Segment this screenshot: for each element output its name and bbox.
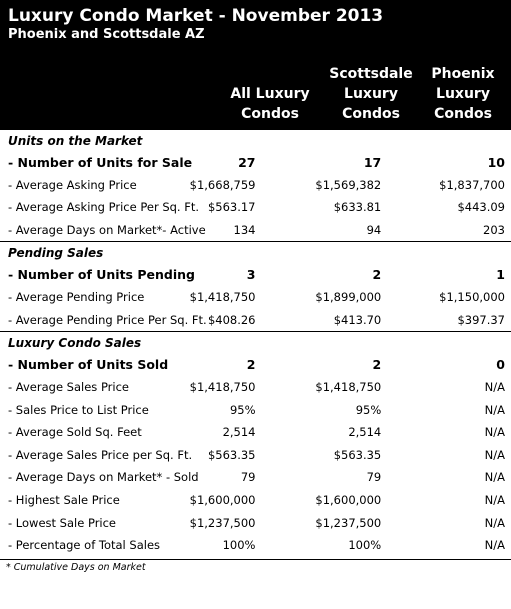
- row-label: - Average Days on Market* - Sold: [8, 470, 199, 485]
- row-value: 100%: [222, 538, 256, 553]
- row-value: $563.35: [333, 447, 382, 462]
- row-value: 203: [483, 223, 505, 238]
- column-header-line: All Luxury: [230, 86, 310, 102]
- row-label: - Number of Units for Sale: [8, 154, 193, 170]
- row-value: $408.26: [207, 312, 256, 327]
- row-label: - Percentage of Total Sales: [8, 538, 161, 553]
- table-row: [0, 263, 511, 286]
- row-label: - Average Asking Price: [8, 177, 137, 192]
- row-value: $1,600,000: [189, 493, 256, 508]
- row-label: - Number of Units Sold: [8, 356, 169, 372]
- section-title: Pending Sales: [0, 242, 511, 264]
- row-value: $413.70: [333, 312, 382, 327]
- row-value: 2,514: [222, 425, 256, 440]
- row-label: - Average Pending Price: [8, 290, 145, 305]
- report-title: Luxury Condo Market - November 2013: [8, 6, 384, 26]
- column-header-line: Luxury: [436, 86, 490, 102]
- row-value: 0: [496, 356, 505, 372]
- column-headers: [0, 62, 511, 124]
- column-header-line: Condos: [434, 106, 492, 122]
- row-label: - Average Sales Price: [8, 380, 130, 395]
- table-row: [0, 511, 511, 534]
- row-label: - Average Days on Market*- Active: [8, 223, 206, 238]
- row-value: N/A: [484, 493, 505, 508]
- table-row: [0, 174, 511, 197]
- row-label: - Average Sold Sq. Feet: [8, 425, 142, 440]
- row-value: $1,668,759: [189, 177, 256, 192]
- row-label: - Highest Sale Price: [8, 493, 120, 508]
- row-value: $1,418,750: [189, 380, 256, 395]
- column-header-phoenix: [415, 64, 511, 124]
- row-value: $1,237,500: [189, 515, 256, 530]
- row-value: 1: [496, 267, 505, 283]
- table-row: [0, 353, 511, 376]
- row-value: N/A: [484, 425, 505, 440]
- row-value: $563.35: [207, 447, 256, 462]
- row-label: - Sales Price to List Price: [8, 402, 149, 417]
- table-row: [0, 219, 511, 242]
- table-row: [0, 309, 511, 332]
- row-value: 95%: [229, 402, 256, 417]
- row-value: 94: [366, 223, 382, 238]
- column-header-line: Luxury: [344, 86, 398, 102]
- column-header-all-luxury: [222, 84, 318, 124]
- row-value: N/A: [484, 447, 505, 462]
- table-row: [0, 534, 511, 557]
- row-value: $1,418,750: [315, 380, 382, 395]
- table-row: [0, 398, 511, 421]
- row-value: $1,237,500: [315, 515, 382, 530]
- row-value: 10: [487, 154, 505, 170]
- report-subtitle: Phoenix and Scottsdale AZ: [8, 27, 205, 42]
- row-value: $443.09: [457, 200, 505, 215]
- row-label: - Average Sales Price per Sq. Ft.: [8, 447, 193, 462]
- row-value: N/A: [484, 380, 505, 395]
- market-stats-table: [0, 130, 511, 557]
- row-label: - Number of Units Pending: [8, 267, 195, 283]
- row-value: 27: [238, 154, 256, 170]
- row-value: $1,600,000: [315, 493, 382, 508]
- row-value: $1,569,382: [315, 177, 382, 192]
- row-value: 17: [363, 154, 382, 170]
- row-value: 95%: [355, 402, 382, 417]
- row-value: $633.81: [333, 200, 382, 215]
- row-value: 134: [233, 223, 256, 238]
- table-row: [0, 151, 511, 174]
- section-title: Luxury Condo Sales: [0, 332, 511, 354]
- row-value: 3: [246, 267, 256, 283]
- row-value: 79: [366, 470, 382, 485]
- row-value: N/A: [484, 470, 505, 485]
- table-row: [0, 376, 511, 399]
- column-header-scottsdale: [323, 64, 419, 124]
- section-header: [0, 242, 511, 264]
- market-stats-body: [0, 130, 511, 557]
- row-value: $1,899,000: [315, 290, 382, 305]
- table-row: [0, 421, 511, 444]
- row-value: 2: [372, 356, 382, 372]
- row-value: $397.37: [457, 312, 505, 327]
- row-value: 2: [246, 356, 256, 372]
- row-value: $1,150,000: [439, 290, 505, 305]
- section-header: [0, 130, 511, 151]
- row-label: - Average Pending Price Per Sq. Ft.: [8, 312, 207, 327]
- row-value: 100%: [348, 538, 382, 553]
- row-value: $1,418,750: [189, 290, 256, 305]
- table-row: [0, 196, 511, 219]
- table-row: [0, 466, 511, 489]
- row-value: N/A: [484, 515, 505, 530]
- row-value: N/A: [484, 402, 505, 417]
- row-value: 79: [240, 470, 256, 485]
- footnote: * Cumulative Days on Market: [0, 559, 511, 573]
- row-value: 2: [372, 267, 382, 283]
- table-row: [0, 489, 511, 512]
- column-header-line: Condos: [342, 106, 400, 122]
- column-header-line: Condos: [241, 106, 299, 122]
- row-label: - Average Asking Price Per Sq. Ft.: [8, 200, 200, 215]
- row-label: - Lowest Sale Price: [8, 515, 117, 530]
- row-value: $563.17: [207, 200, 256, 215]
- section-title: Units on the Market: [8, 133, 143, 148]
- section-header: [0, 332, 511, 354]
- table-row: [0, 286, 511, 309]
- column-header-line: Phoenix: [431, 66, 495, 82]
- row-value: $1,837,700: [439, 177, 505, 192]
- table-row: [0, 444, 511, 467]
- row-value: N/A: [484, 538, 505, 553]
- column-header-line: Scottsdale: [329, 66, 413, 82]
- report-header: [0, 0, 511, 130]
- row-value: 2,514: [348, 425, 382, 440]
